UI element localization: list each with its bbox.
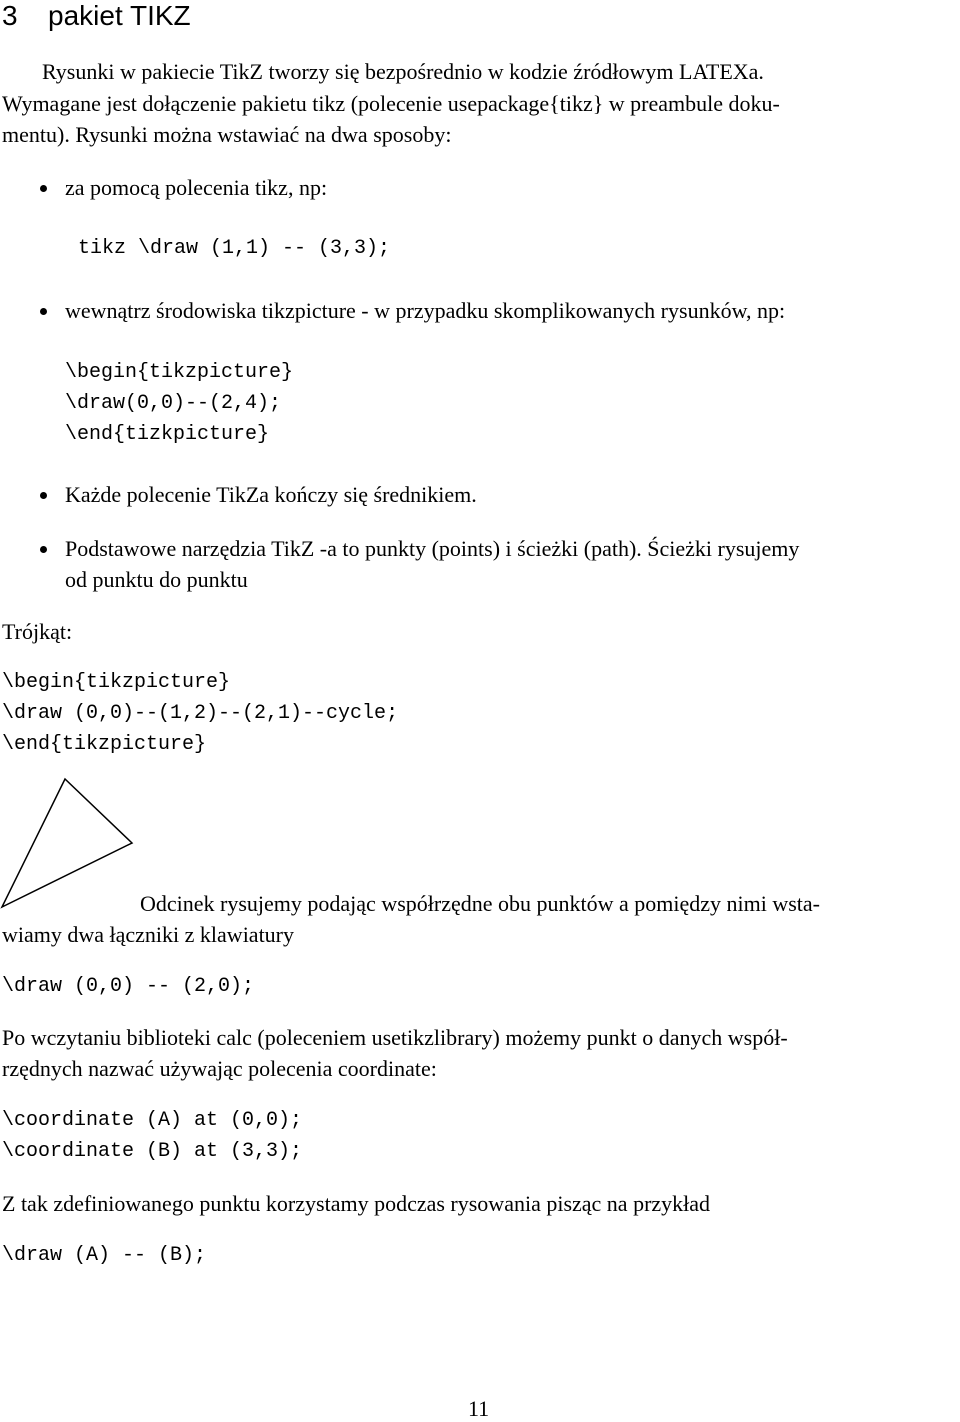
triangle-shape bbox=[2, 779, 132, 907]
code-line: \begin{tikzpicture} bbox=[2, 671, 231, 694]
intro-line-1: Rysunki w pakiecie TikZ tworzy się bezpośrednio w kodzie źródłowym LATEXa. bbox=[42, 59, 764, 84]
segment-line-2: wiamy dwa łączniki z klawiatury bbox=[2, 922, 295, 947]
calc-line-2: rzędnych nazwać używając polecenia coordinate: bbox=[2, 1056, 437, 1081]
intro-line-2: Wymagane jest dołączenie pakietu tikz (polecenie usepackage{tikz} w preambule doku- bbox=[2, 91, 780, 116]
bullet-icon bbox=[40, 185, 47, 192]
bullet-1-text: za pomocą polecenia tikz, np: bbox=[65, 175, 328, 200]
triangle-figure bbox=[0, 775, 150, 915]
bullet-3-text: Każde polecenie TikZa kończy się średnikiem. bbox=[65, 482, 477, 507]
code-line: \end{tizkpicture} bbox=[65, 423, 270, 446]
bullet-icon bbox=[40, 308, 47, 315]
code-line: \draw (0,0)--(1,2)--(2,1)--cycle; bbox=[2, 702, 399, 725]
calc-line-1: Po wczytaniu biblioteki calc (poleceniem usetikzlibrary) możemy punkt o danych współ- bbox=[2, 1025, 788, 1050]
code-tikz-inline: tikz \draw (1,1) -- (3,3); bbox=[78, 237, 391, 260]
code-line: \coordinate (A) at (0,0); bbox=[2, 1109, 303, 1132]
bullet-icon bbox=[40, 546, 47, 553]
section-title: pakiet TIKZ bbox=[48, 0, 191, 31]
bullet-4-text-line-2: od punktu do punktu bbox=[65, 567, 248, 592]
code-line: \begin{tikzpicture} bbox=[65, 361, 294, 384]
page-number: 11 bbox=[468, 1396, 490, 1421]
bullet-4-text-line-1: Podstawowe narzędzia TikZ -a to punkty (points) i ścieżki (path). Ścieżki rysujemy bbox=[65, 536, 800, 561]
section-number: 3 bbox=[2, 0, 18, 31]
code-line: \end{tikzpicture} bbox=[2, 733, 207, 756]
bullet-icon bbox=[40, 492, 47, 499]
intro-line-3: mentu). Rysunki można wstawiać na dwa sposoby: bbox=[2, 122, 452, 147]
code-line: \coordinate (B) at (3,3); bbox=[2, 1140, 303, 1163]
code-draw-segment: \draw (0,0) -- (2,0); bbox=[2, 975, 255, 998]
segment-line-1: Odcinek rysujemy podając współrzędne obu punktów a pomiędzy nimi wsta- bbox=[140, 891, 821, 916]
code-line: \draw(0,0)--(2,4); bbox=[65, 392, 282, 415]
code-draw-ab: \draw (A) -- (B); bbox=[2, 1244, 207, 1267]
triangle-label: Trójkąt: bbox=[2, 619, 73, 644]
bullet-2-text: wewnątrz środowiska tikzpicture - w przypadku skomplikowanych rysunków, np: bbox=[65, 298, 786, 323]
usage-text: Z tak zdefiniowanego punktu korzystamy podczas rysowania pisząc na przykład bbox=[2, 1191, 711, 1216]
